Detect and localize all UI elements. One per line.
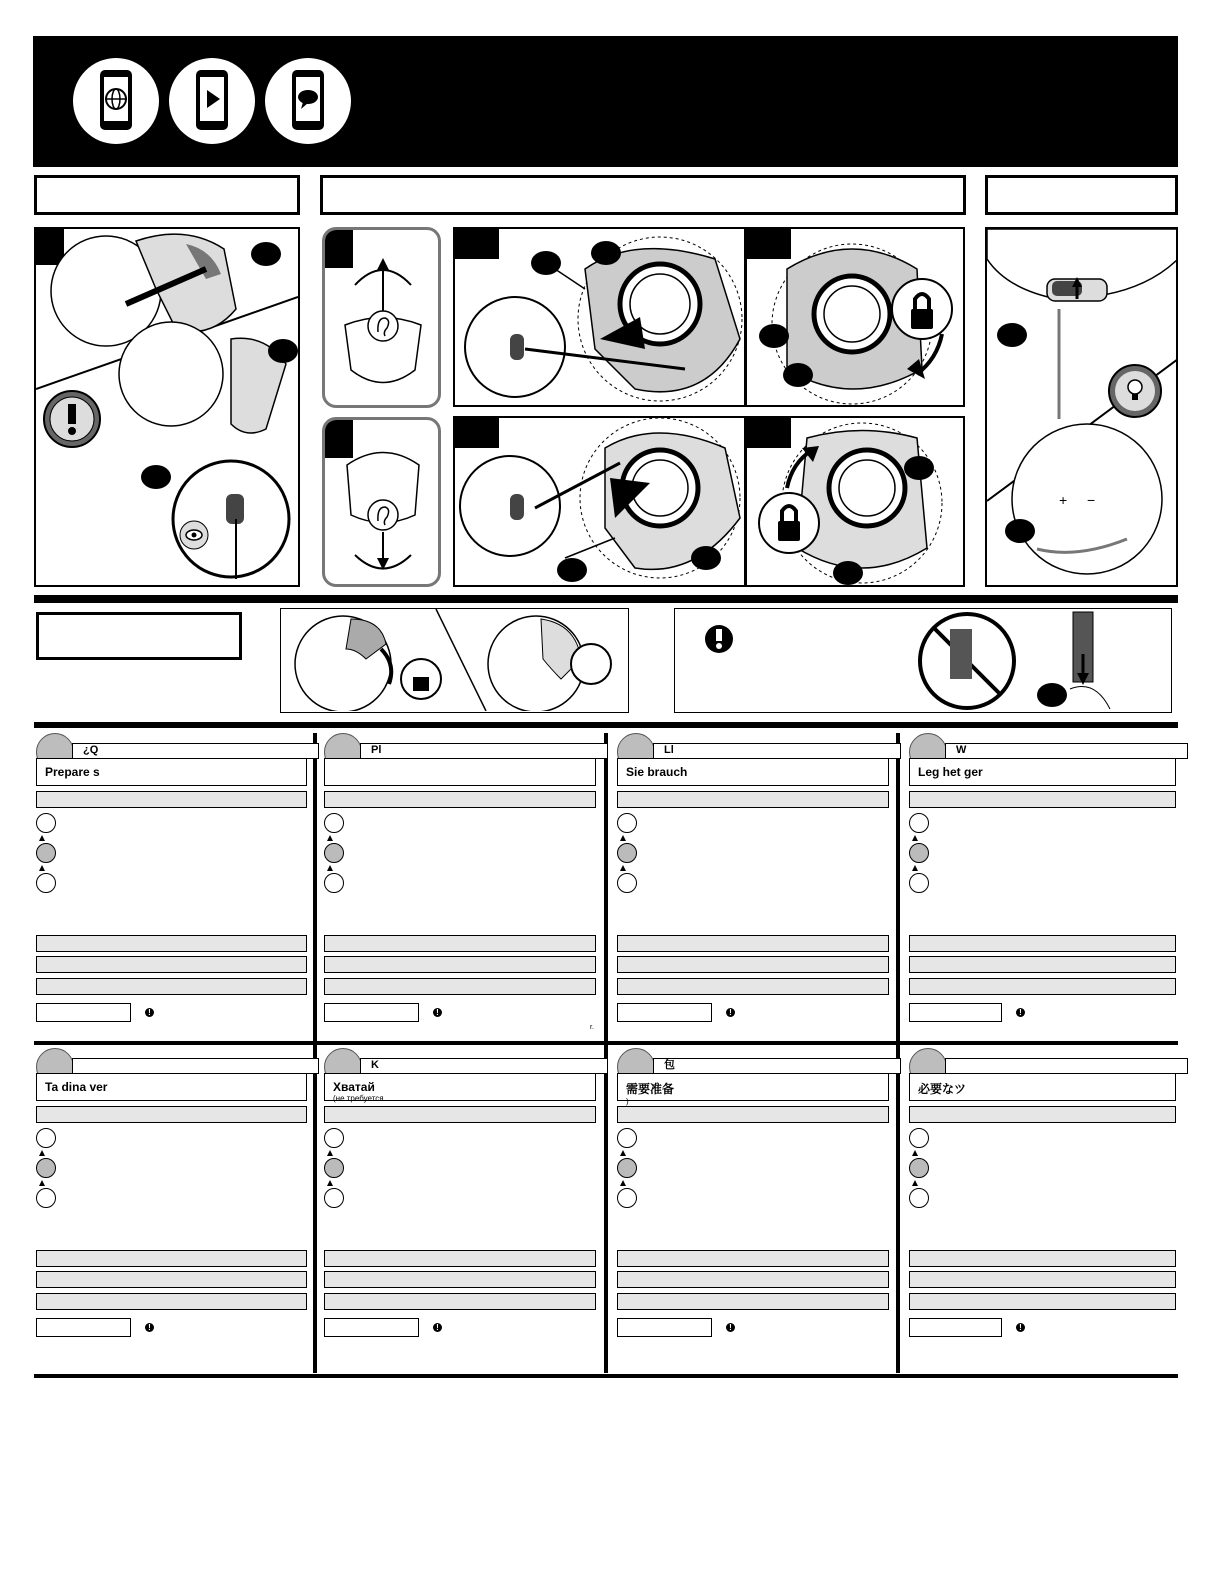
language-subtitle: ) <box>626 1097 629 1106</box>
instruction-bar <box>324 935 596 952</box>
instruction-bar <box>324 1250 596 1267</box>
section-box-step-3 <box>985 175 1178 215</box>
language-title-text: Sie brauch <box>626 765 688 779</box>
screwdriver-icon <box>36 813 56 833</box>
instruction-bar <box>617 935 889 952</box>
exclamation-icon: ! <box>145 1323 154 1332</box>
caution-triangle-icon <box>39 835 45 841</box>
chat-phone-icon <box>265 58 351 144</box>
caution-triangle-icon <box>39 1150 45 1156</box>
caution-triangle-icon <box>327 865 333 871</box>
callout-marker <box>531 251 561 275</box>
mount-step-b-illustration <box>747 229 965 407</box>
no-drill-icon <box>909 873 929 893</box>
callout-marker <box>833 561 863 585</box>
wall-anchor-icon <box>36 843 56 863</box>
language-title-text: 必要なツ <box>918 1082 967 1096</box>
instruction-bar <box>617 1293 889 1310</box>
warning-panel <box>674 608 1172 713</box>
globe-phone-icon <box>73 58 159 144</box>
mount-step-d-illustration <box>747 418 965 587</box>
caution-triangle-icon <box>620 1180 626 1186</box>
section-divider <box>34 595 1178 603</box>
language-title-text: Leg het ger <box>918 765 983 779</box>
wall-anchor-icon <box>909 1158 929 1178</box>
instruction-bar <box>324 1271 596 1288</box>
language-title <box>617 758 889 786</box>
language-title-text: Хватай <box>333 1080 375 1094</box>
tools-bar <box>617 1106 889 1123</box>
ear-down-illustration <box>325 420 438 584</box>
instruction-bar <box>909 1271 1176 1288</box>
language-code-label: 包 <box>653 1058 901 1074</box>
language-title <box>36 1073 307 1101</box>
instruction-bar <box>909 1293 1176 1310</box>
language-title-text: Prepare s <box>45 765 100 779</box>
callout-marker <box>1037 683 1067 707</box>
language-title <box>324 1073 596 1101</box>
instruction-bar <box>36 1271 307 1288</box>
callout-marker <box>268 339 298 363</box>
warning-illustration <box>675 609 1170 711</box>
note-box <box>617 1318 712 1337</box>
mount-step-b-panel <box>745 227 965 407</box>
language-title <box>909 1073 1176 1101</box>
tools-bar <box>909 1106 1176 1123</box>
note-box <box>36 1318 131 1337</box>
instruction-bar <box>324 978 596 995</box>
note-box <box>909 1318 1002 1337</box>
instruction-bar <box>324 1293 596 1310</box>
ear-up-illustration <box>325 230 438 405</box>
instruction-bar <box>909 978 1176 995</box>
caution-triangle-icon <box>327 1180 333 1186</box>
language-title <box>909 758 1176 786</box>
screwdriver-icon <box>909 1128 929 1148</box>
no-drill-icon <box>36 873 56 893</box>
caution-triangle-icon <box>912 865 918 871</box>
instruction-bar <box>36 978 307 995</box>
note-box <box>36 1003 131 1022</box>
screwdriver-icon <box>617 813 637 833</box>
svg-text:−: − <box>1087 492 1096 508</box>
row-divider <box>34 1041 1178 1045</box>
callout-marker <box>904 456 934 480</box>
caution-triangle-icon <box>912 1150 918 1156</box>
no-drill-icon <box>324 1188 344 1208</box>
no-drill-icon <box>617 1188 637 1208</box>
instruction-bar <box>909 956 1176 973</box>
note-box <box>909 1003 1002 1022</box>
language-title-text: Ta dina ver <box>45 1080 108 1094</box>
instruction-bar <box>617 978 889 995</box>
bottom-rule <box>34 1374 1178 1378</box>
section-box-step-1 <box>34 175 300 215</box>
note-box <box>324 1318 419 1337</box>
instruction-bar <box>909 935 1176 952</box>
wall-anchor-icon <box>324 1158 344 1178</box>
remove-illustration <box>281 609 627 711</box>
caution-triangle-icon <box>39 1180 45 1186</box>
header-banner <box>33 36 1178 167</box>
screwdriver-icon <box>324 1128 344 1148</box>
wall-anchor-icon <box>324 843 344 863</box>
caution-triangle-icon <box>912 835 918 841</box>
language-code-label <box>72 1058 319 1074</box>
instruction-bar <box>617 1250 889 1267</box>
wall-anchor-icon <box>617 843 637 863</box>
exclamation-icon: ! <box>433 1323 442 1332</box>
mount-step-a-panel <box>453 227 746 407</box>
tools-bar <box>324 791 596 808</box>
caution-triangle-icon <box>620 865 626 871</box>
screwdriver-icon <box>617 1128 637 1148</box>
orientation-down-panel <box>322 417 441 587</box>
instruction-bar <box>36 1250 307 1267</box>
exclamation-icon: ! <box>726 1323 735 1332</box>
wall-anchor-icon <box>617 1158 637 1178</box>
language-subtitle: (не требуется <box>333 1094 384 1103</box>
svg-text:+: + <box>1059 492 1068 508</box>
wall-anchor-icon <box>909 843 929 863</box>
tools-bar <box>617 791 889 808</box>
instruction-bar <box>617 956 889 973</box>
callout-marker <box>557 558 587 582</box>
language-code-label <box>945 1058 1188 1074</box>
instruction-bar <box>36 956 307 973</box>
note-box <box>324 1003 419 1022</box>
footnote-marker: r. <box>590 1024 594 1031</box>
callout-marker <box>997 323 1027 347</box>
language-title-text: 需要准备 <box>626 1082 675 1096</box>
instruction-bar <box>36 935 307 952</box>
section-box-step-2 <box>320 175 966 215</box>
language-title <box>324 758 596 786</box>
exclamation-icon: ! <box>1016 1008 1025 1017</box>
language-title <box>617 1073 889 1106</box>
instruction-bar <box>617 1271 889 1288</box>
step-1-illustration <box>36 229 298 585</box>
tools-bar <box>36 1106 307 1123</box>
exclamation-icon: ! <box>433 1008 442 1017</box>
instruction-bar <box>36 1293 307 1310</box>
screwdriver-icon <box>36 1128 56 1148</box>
callout-marker <box>591 241 621 265</box>
caution-triangle-icon <box>620 1150 626 1156</box>
exclamation-icon: ! <box>1016 1323 1025 1332</box>
note-box <box>617 1003 712 1022</box>
callout-marker <box>251 242 281 266</box>
play-phone-icon <box>169 58 255 144</box>
tools-bar <box>36 791 307 808</box>
tools-bar <box>909 791 1176 808</box>
callout-marker <box>1005 519 1035 543</box>
screwdriver-icon <box>324 813 344 833</box>
callout-marker <box>783 363 813 387</box>
step-3-panel <box>985 227 1178 587</box>
remove-panel <box>280 608 629 713</box>
step-1-panel <box>34 227 300 587</box>
language-title <box>36 758 307 786</box>
instruction-bar <box>324 956 596 973</box>
column-divider <box>896 733 900 1373</box>
no-drill-icon <box>324 873 344 893</box>
no-drill-icon <box>36 1188 56 1208</box>
mount-step-c-panel <box>453 416 746 587</box>
exclamation-icon: ! <box>145 1008 154 1017</box>
language-code-label: W <box>945 743 1188 759</box>
language-code-label: Pl <box>360 743 608 759</box>
tools-bar <box>324 1106 596 1123</box>
remove-title-box <box>36 612 242 660</box>
caution-triangle-icon <box>327 1150 333 1156</box>
callout-marker <box>141 465 171 489</box>
column-divider <box>604 733 608 1373</box>
no-drill-icon <box>617 873 637 893</box>
language-code-label: ¿Q <box>72 743 319 759</box>
caution-triangle-icon <box>620 835 626 841</box>
callout-marker <box>759 324 789 348</box>
caution-triangle-icon <box>327 835 333 841</box>
language-code-label: K <box>360 1058 608 1074</box>
caution-triangle-icon <box>39 865 45 871</box>
mount-step-d-panel <box>745 416 965 587</box>
callout-marker <box>691 546 721 570</box>
caution-triangle-icon <box>912 1180 918 1186</box>
instruction-bar <box>909 1250 1176 1267</box>
no-drill-icon <box>909 1188 929 1208</box>
exclamation-icon: ! <box>726 1008 735 1017</box>
language-code-label: Ll <box>653 743 901 759</box>
wall-anchor-icon <box>36 1158 56 1178</box>
orientation-up-panel <box>322 227 441 408</box>
column-divider <box>313 733 317 1373</box>
screwdriver-icon <box>909 813 929 833</box>
section-divider <box>34 722 1178 728</box>
